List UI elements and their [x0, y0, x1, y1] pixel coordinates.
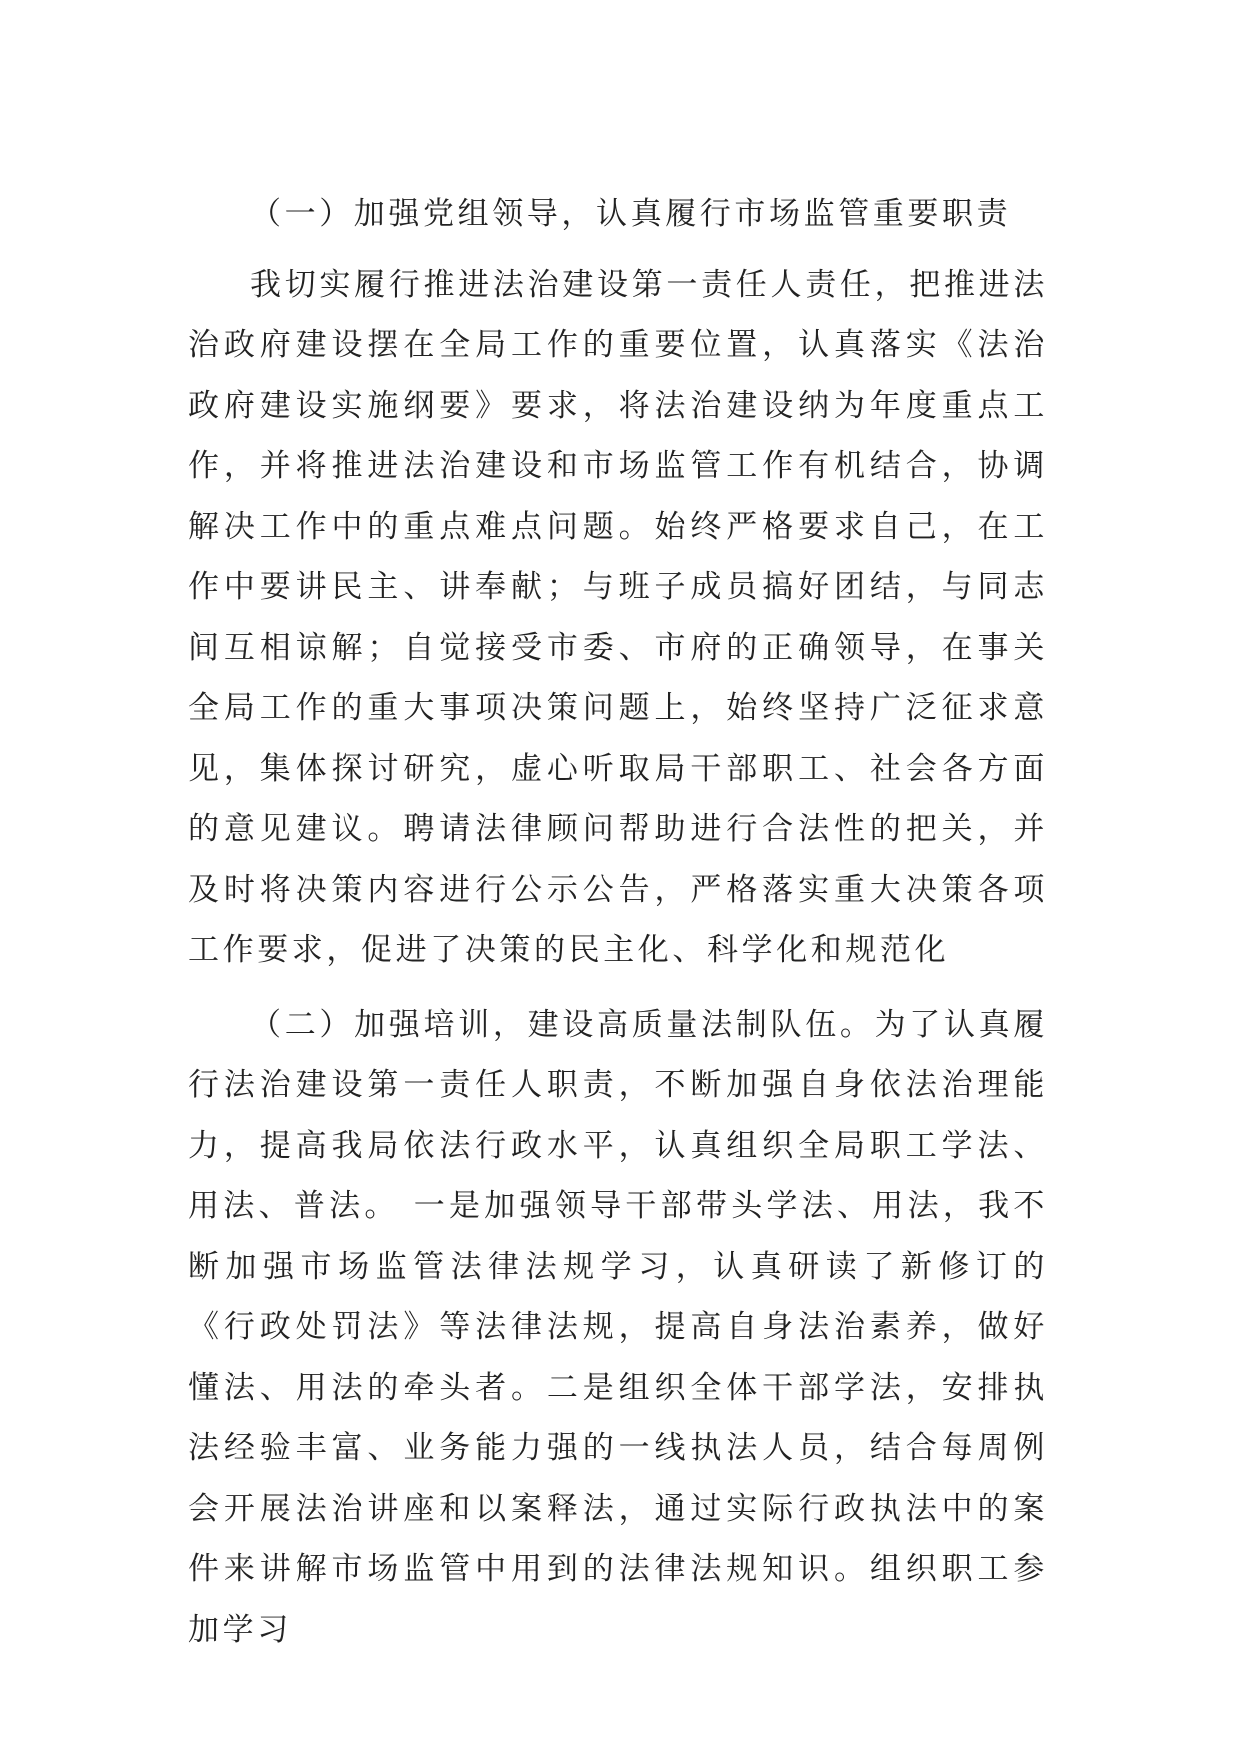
document-body [188, 184, 1048, 1674]
section2-paragraph: （二）加强培训，建设高质量法制队伍。为了认真履行法治建设第一责任人职责，不断加强自身依法治理能力，提高我局依法行政水平，认真组织全局职工学法、用法、普法。 一是加强领导干部带头学法、用法，我不断加强市场监管法律法规学习，认真研读了新修订的《行政处罚法》等法律法规，提高自身法治素养，做好懂法、用法的牵头者。二是组织全体干部学法，安排执法经验丰富、业务能力强的一线执法人员，结合每周例会开展法治讲座和以案释法，通过实际行政执法中的案件来讲解市场监管中用到的法律法规知识。组织职工参加学习 [188, 1006, 1048, 1648]
section1-heading: （一）加强党组领导，认真履行市场监管重要职责 [250, 196, 1012, 232]
section1-paragraph: 我切实履行推进法治建设第一责任人责任，把推进法治政府建设摆在全局工作的重要位置，认真落实《法治政府建设实施纲要》要求，将法治建设纳为年度重点工作，并将推进法治建设和市场监管工作有机结合，协调解决工作中的重点难点问题。始终严格要求自己，在工作中要讲民主、讲奉献；与班子成员搞好团结，与同志间互相谅解；自觉接受市委、市府的正确领导，在事关全局工作的重大事项决策问题上，始终坚持广泛征求意见，集体探讨研究，虚心听取局干部职工、社会各方面的意见建议。聘请法律顾问帮助进行合法性的把关，并及时将决策内容进行公示公告，严格落实重大决策各项工作要求，促进了决策的民主化、科学化和规范化 [188, 266, 1048, 968]
